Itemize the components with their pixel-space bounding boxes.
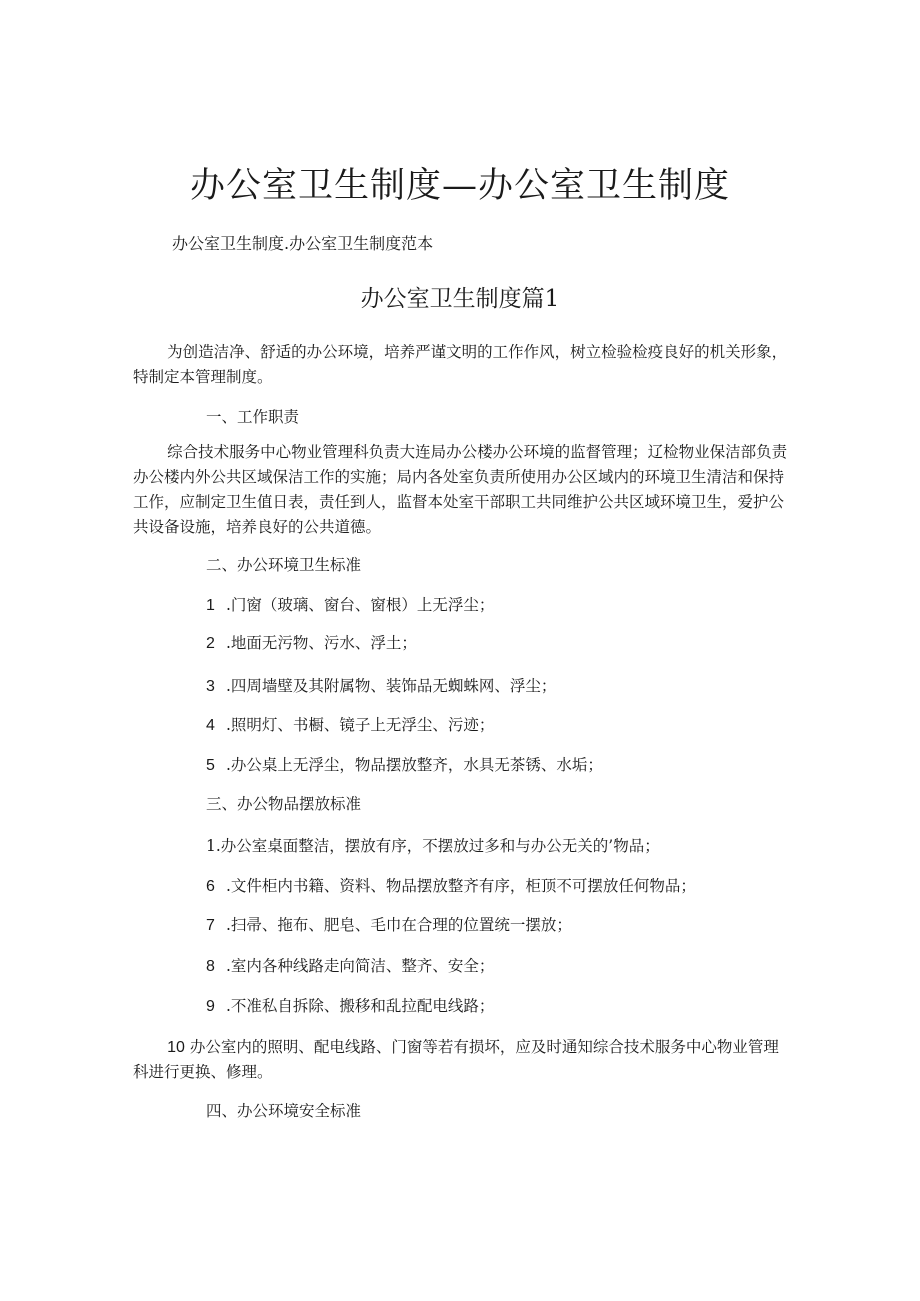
list-item-text: .四周墙壁及其附属物、装饰品无蜘蛛网、浮尘；: [226, 677, 557, 695]
heading-duties: 一、工作职责: [206, 408, 300, 426]
list-item-number: 5: [206, 757, 215, 774]
list-item-number: 1: [206, 597, 215, 614]
list-item-number: 8: [206, 958, 215, 975]
list-item-text: 办公室内的照明、配电线路、门窗等若有损坏，应及时通知综合技术服务中心物业管理科进行更换、修理。: [133, 1038, 779, 1081]
list-item: [133, 1035, 793, 1085]
list-item: [206, 713, 494, 738]
list-item-number: 2: [206, 635, 215, 652]
list-item-text: .照明灯、书橱、镜子上无浮尘、污迹；: [226, 716, 495, 734]
list-item: [206, 994, 494, 1019]
list-item-text: .不准私自拆除、搬移和乱拉配电线路；: [226, 997, 495, 1015]
list-item-number: 6: [206, 878, 215, 895]
list-item: [206, 874, 696, 899]
document-title: 办公室卫生制度—办公室卫生制度: [189, 166, 730, 206]
list-item: [206, 913, 572, 938]
heading-safety-standards: 四、办公环境安全标准: [206, 1102, 362, 1120]
list-item-text: .办公桌上无浮尘，物品摆放整齐，水具无茶锈、水垢；: [226, 756, 603, 774]
list-item-number: 7: [206, 917, 215, 934]
list-item: [206, 593, 494, 618]
list-item-text: .扫帚、拖布、肥皂、毛巾在合理的位置统一摆放；: [226, 916, 572, 934]
heading-placement-standards: 三、办公物品摆放标准: [206, 795, 362, 813]
list-item-number: 10: [167, 1039, 185, 1056]
list-item: [206, 674, 556, 699]
list-item: 1.办公室桌面整洁，摆放有序，不摆放过多和与办公无关的’物品；: [206, 837, 660, 855]
list-item-number: 4: [206, 717, 215, 734]
section-title: 办公室卫生制度篇1: [360, 286, 560, 312]
list-item-text: .地面无污物、污水、浮土；: [226, 634, 417, 652]
heading-hygiene-standards: 二、办公环境卫生标准: [206, 556, 362, 574]
list-item-text: .门窗（玻璃、窗台、窗根）上无浮尘；: [226, 596, 495, 614]
intro-paragraph: 为创造洁净、舒适的办公环境，培养严谨文明的工作作风，树立检验检疫良好的机关形象，特制定本管理制度。: [133, 343, 788, 386]
list-item: [206, 753, 603, 778]
list-item: [206, 631, 417, 656]
list-item: [206, 954, 494, 979]
list-item-text: .室内各种线路走向简洁、整齐、安全；: [226, 957, 495, 975]
list-item-number: 3: [206, 678, 215, 695]
list-item-text: .文件柜内书籍、资料、物品摆放整齐有序，柜顶不可摆放任何物品；: [226, 877, 696, 895]
duties-paragraph: 综合技术服务中心物业管理科负责大连局办公楼办公环境的监督管理；辽检物业保洁部负责办公楼内外公共区域保洁工作的实施；局内各处室负责所使用办公区域内的环境卫生清洁和保持工作，应制定卫生值日表，责任到人，监督本处室干部职工共同维护公共区域环境卫生，爱护公共设备设施，培养良好的公共道德。: [133, 443, 788, 536]
list-item-number: 9: [206, 998, 215, 1015]
document-subtitle: 办公室卫生制度.办公室卫生制度范本: [172, 234, 434, 253]
